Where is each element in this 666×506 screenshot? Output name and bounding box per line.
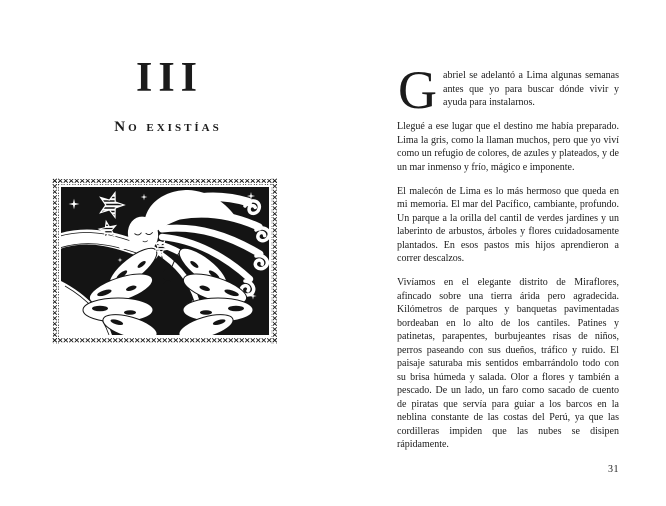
paragraph: Llegué a ese lugar que el destino me había preparado. Lima la gris, como la llaman muchos, pero que yo viví como un refugio de colores, de azules y plateados, y de un mar inmenso y frío, mágico e imponente. bbox=[397, 121, 619, 173]
chapter-title: No existías bbox=[114, 119, 222, 135]
chapter-illustration bbox=[52, 178, 278, 344]
paragraph: Vivíamos en el elegante distrito de Miraflores, afincado sobre una tierra árida pero agradecida. Kilómetros de parques y banquetas pavimentadas bordeaban en lo alto de los cantiles. Patines y patinetas, parapentes, burbujeantes risas de niños, perros paseando con sus dueños, tráfico y ruido. El paisaje saturaba mis sentidos embarrándolo todo con su brisa húmeda y salada. Olor a flores y también a pescado. De un lado, un faro como sacado de cuento de piratas que servía para guiar a los barcos en la neblina constante de las costas del Perú, ya que las cordilleras impiden que las nubes se disipen rápidamente. bbox=[397, 277, 619, 450]
stitch-border-top bbox=[52, 179, 278, 185]
stitch-border-right bbox=[271, 178, 277, 344]
illustration-art bbox=[57, 187, 270, 344]
stitch-border-bottom bbox=[52, 337, 278, 343]
drop-cap: G bbox=[398, 60, 437, 120]
chapter-number: III bbox=[135, 55, 204, 101]
page-number: 31 bbox=[608, 464, 619, 475]
paragraph: Gabriel se adelantó a Lima algunas semanas antes que yo para buscar dónde vivir y ayuda para instalarnos. bbox=[398, 60, 619, 120]
body-text bbox=[397, 60, 619, 462]
woodcut-woman-butterfly-illustration bbox=[52, 178, 278, 344]
stitch-border-left bbox=[53, 178, 59, 344]
paragraph: El malecón de Lima es lo más hermoso que queda en mi memoria. El mar del Pacífico, cambiante, profundo. Un parque a la orilla del cantil de verdes jardines y un laberinto de arbustos, árboles y flores cuidadosamente plantados. En esos pastos mis hijos aprendieron a correr descalzos. bbox=[397, 185, 619, 264]
right-page bbox=[333, 0, 666, 506]
